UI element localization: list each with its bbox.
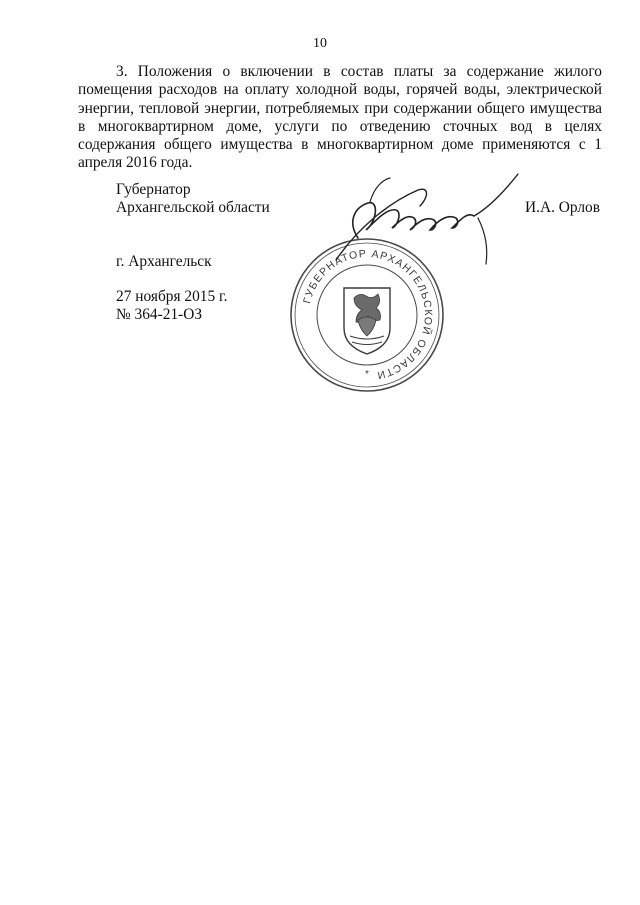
document-number: № 364-21-ОЗ	[116, 306, 203, 323]
coat-of-arms-icon	[344, 288, 390, 354]
place-of-signing: г. Архангельск	[116, 253, 212, 270]
page-number: 10	[313, 36, 327, 51]
seal-text: ГУБЕРНАТОР АРХАНГЕЛЬСКОЙ ОБЛАСТИ	[301, 247, 435, 382]
signer-title-line2: Архангельской области	[116, 199, 270, 216]
signing-date: 27 ноября 2015 г.	[116, 288, 228, 305]
handwritten-signature	[318, 168, 548, 268]
body-paragraph: 3. Положения о включении в состав платы за содержание жилого помещения расходов на оплату холодной воды, горячей воды, электрической энергии, тепловой энергии, потребляемых при содержании общего имущества в многоквартирном доме, услуги по отведению сточных вод в целях содержания общего имущества в многоквартирном доме применяются с 1 апреля 2016 года.	[78, 63, 602, 172]
signer-name: И.А. Орлов	[525, 199, 601, 216]
seal-star: *	[365, 369, 369, 380]
signer-title-line1: Губернатор	[116, 181, 191, 198]
